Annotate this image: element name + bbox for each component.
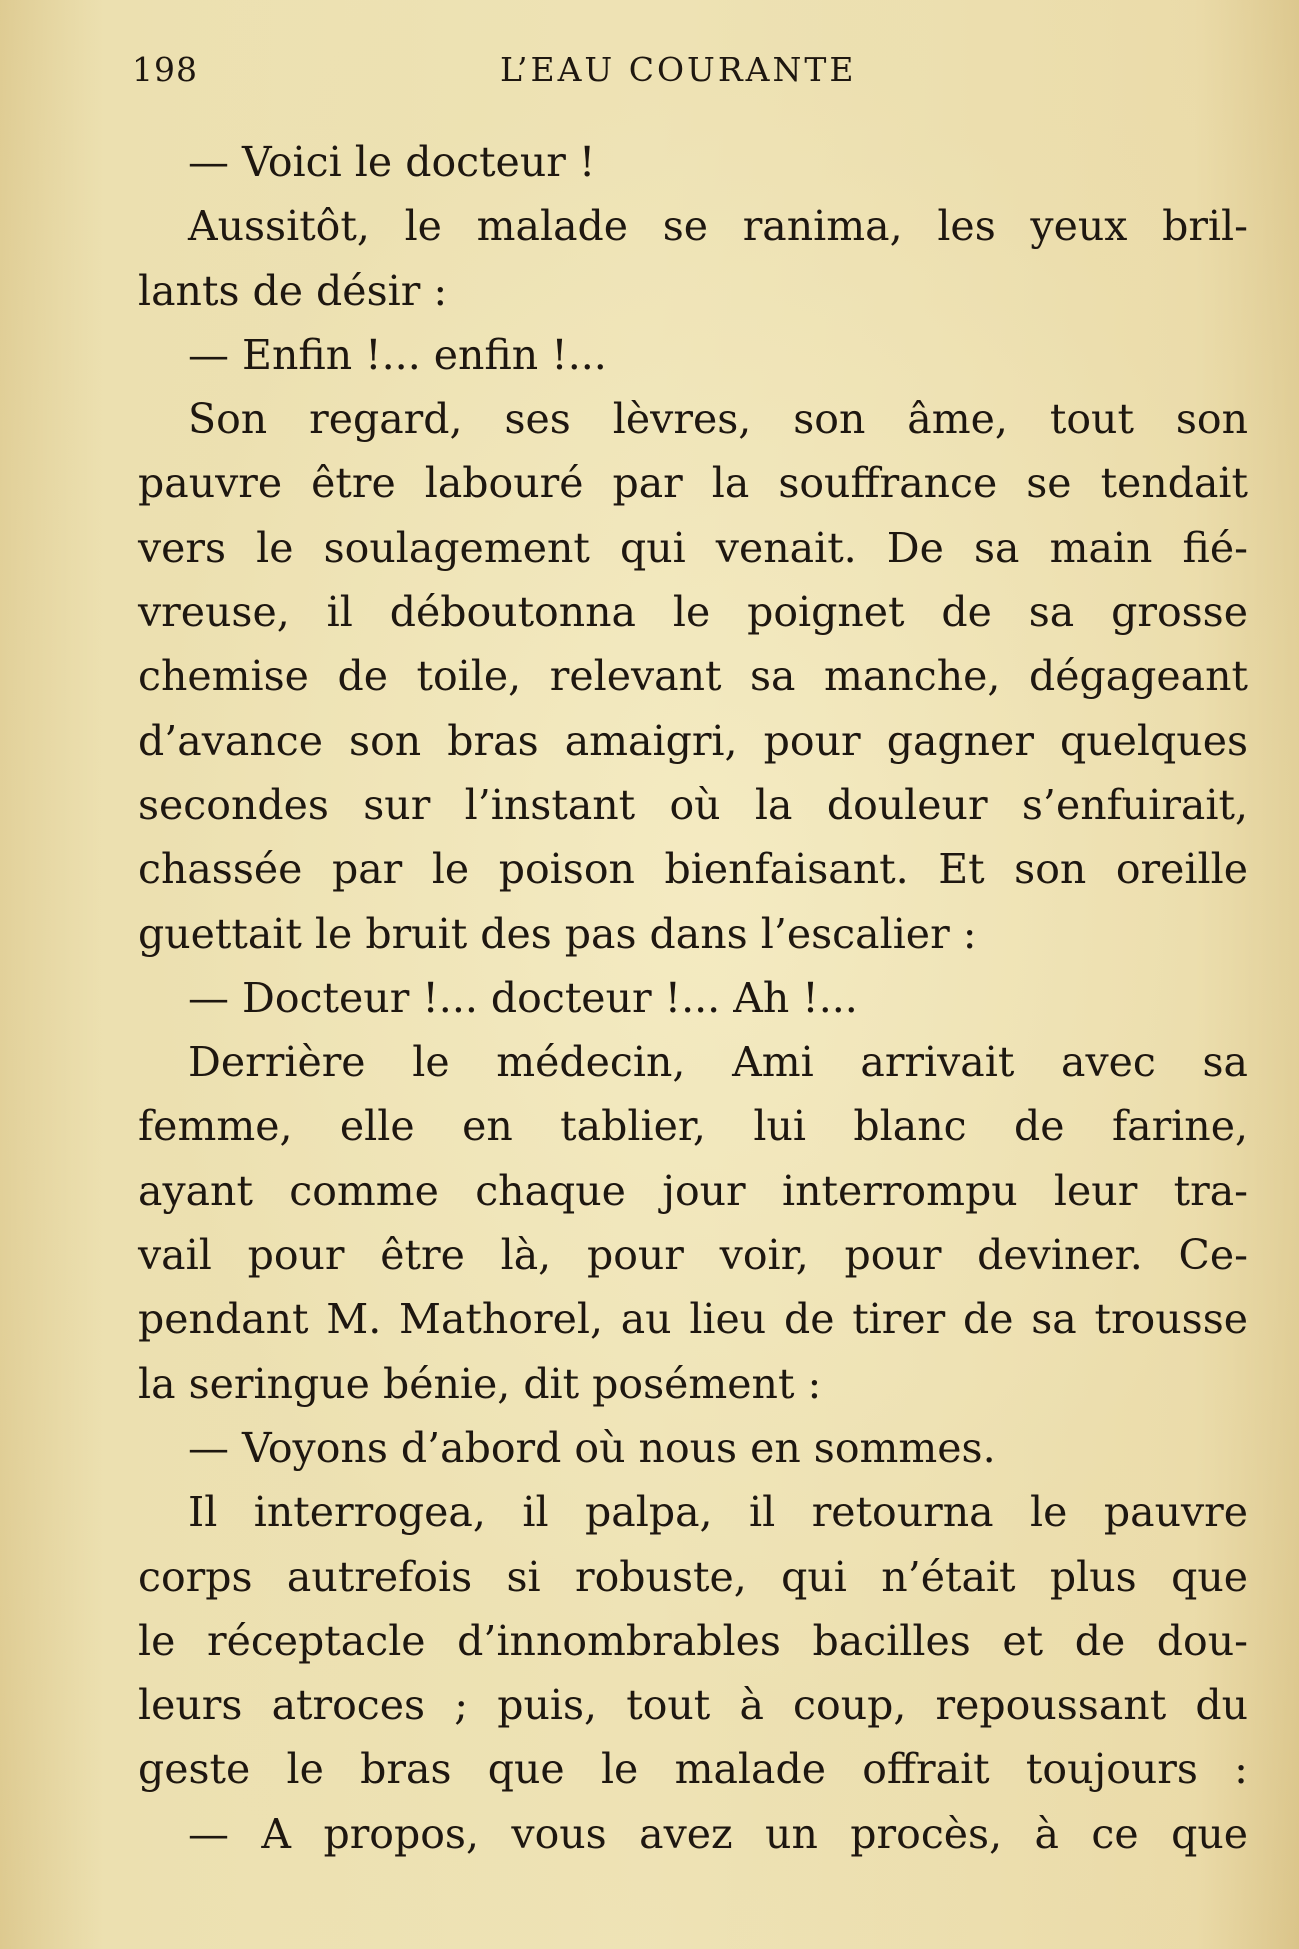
text-line: corps autrefois si robuste, qui n’était plus que [138,1552,1248,1601]
text-line: Son regard, ses lèvres, son âme, tout son [188,395,1248,444]
text-line: Aussitôt, le malade se ranima, les yeux bril- [188,202,1248,251]
body-text [138,130,1248,1866]
text-line: femme, elle en tablier, lui blanc de farine, [138,1102,1248,1151]
text-line: vreuse, il déboutonna le poignet de sa grosse [138,588,1248,637]
text-line: la seringue bénie, dit posément : [138,1359,822,1408]
text-line: Derrière le médecin, Ami arrivait avec sa [188,1038,1248,1087]
text-line: ayant comme chaque jour interrompu leur tra- [138,1166,1248,1215]
text-line: Il interrogea, il palpa, il retourna le pauvre [188,1488,1248,1537]
page-number: 198 [132,50,198,89]
text-line: le réceptacle d’innombrables bacilles et de dou- [138,1616,1248,1665]
text-line: d’avance son bras amaigri, pour gagner quelques [138,716,1248,765]
running-title: L’EAU COURANTE [500,50,857,89]
text-line: — Voyons d’abord où nous en sommes. [188,1423,996,1472]
text-line: leurs atroces ; puis, tout à coup, repoussant du [138,1681,1248,1730]
text-line: secondes sur l’instant où la douleur s’enfuirait, [138,780,1248,829]
text-line: geste le bras que le malade offrait toujours : [138,1745,1248,1794]
text-line: chemise de toile, relevant sa manche, dégageant [138,652,1248,701]
page-header [0,50,1299,100]
text-line: vail pour être là, pour voir, pour deviner. Ce- [138,1231,1248,1280]
text-line: lants de désir : [138,266,448,315]
text-line: guettait le bruit des pas dans l’escalier : [138,909,977,958]
text-line: — A propos, vous avez un procès, à ce que [188,1809,1248,1858]
text-line: chassée par le poison bienfaisant. Et son oreille [138,845,1248,894]
text-line: vers le soulagement qui venait. De sa main fié- [138,523,1248,572]
text-line: pendant M. Mathorel, au lieu de tirer de sa trousse [138,1295,1248,1344]
text-line: pauvre être labouré par la souffrance se tendait [138,459,1248,508]
text-line: — Voici le docteur ! [188,138,596,186]
text-line: — Enfin !... enfin !... [188,330,607,379]
text-line: — Docteur !... docteur !... Ah !... [188,973,858,1022]
